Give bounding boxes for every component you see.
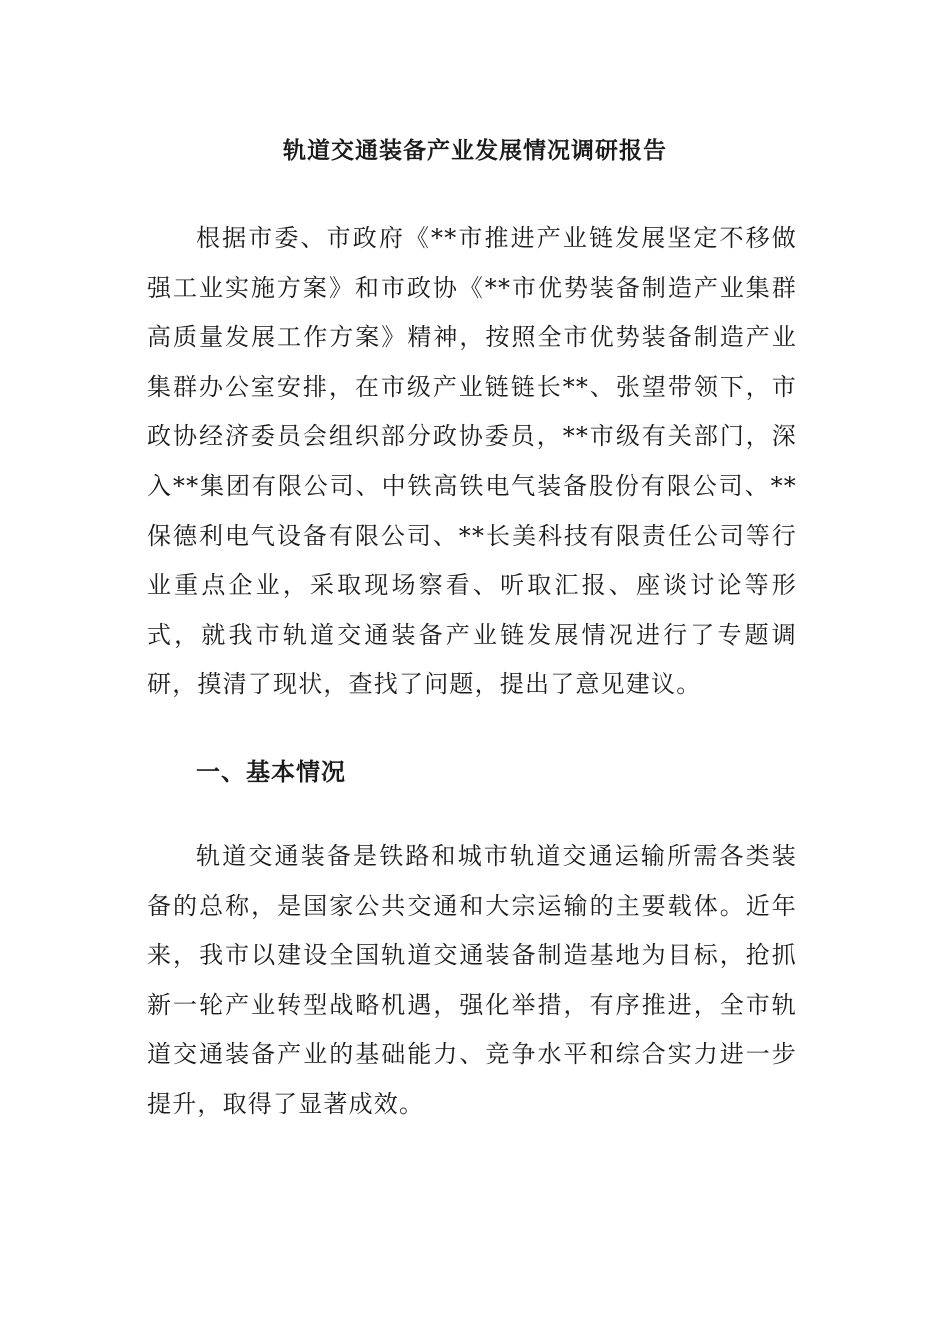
intro-paragraph: 根据市委、市政府《**市推进产业链发展坚定不移做强工业实施方案》和市政协《**市优势装备制造产业集群高质量发展工作方案》精神，按照全市优势装备制造产业集群办公室安排，在市级产业链链长**、张望带领下，市政协经济委员会组织部分政协委员，**市级有关部门，深入**集团有限公司、中铁高铁电气装备股份有限公司、**保德利电气设备有限公司、**长美科技有限责任公司等行业重点企业，采取现场察看、听取汇报、座谈讨论等形式，就我市轨道交通装备产业链发展情况进行了专题调研，摸清了现状，查找了问题，提出了意见建议。	[147, 224, 797, 699]
section-heading-basic-situation: 一、基本情况	[196, 757, 346, 786]
document-title: 轨道交通装备产业发展情况调研报告	[283, 137, 667, 164]
section-paragraph-basic-situation: 轨道交通装备是铁路和城市轨道交通运输所需各类装备的总称，是国家公共交通和大宗运输的主要载体。近年来，我市以建设全国轨道交通装备制造基地为目标，抢抓新一轮产业转型战略机遇，强化举措，有序推进，全市轨道交通装备产业的基础能力、竞争水平和综合实力进一步提升，取得了显著成效。	[147, 842, 797, 1118]
